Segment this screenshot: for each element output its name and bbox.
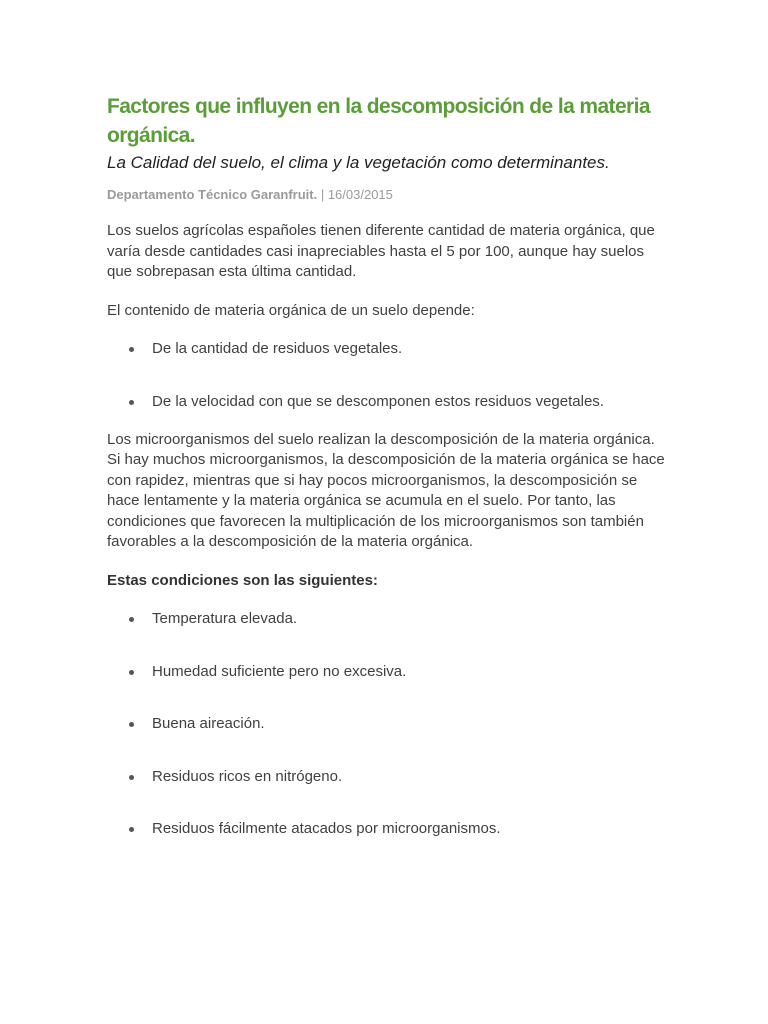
bullet-icon [129,347,134,352]
list-item [107,609,667,629]
list-item [107,714,667,734]
paragraph-intro: Los suelos agrícolas españoles tienen diferente cantidad de materia orgánica, que varía desde cantidades casi inapreciables hasta el 5 por 100, aunque hay suelos que sobrepasan esta última cantidad. [107,222,655,280]
article-subtitle: La Calidad del suelo, el clima y la vegetación como determinantes. [107,153,610,172]
list-item-text: De la cantidad de residuos vegetales. [152,340,403,357]
paragraph-depends: El contenido de materia orgánica de un suelo depende: [107,301,475,319]
list-item [107,767,667,787]
byline-separator: | [317,187,328,202]
bullet-icon [129,617,134,622]
list-item-text: Humedad suficiente pero no excesiva. [152,662,407,680]
list-item-text: Temperatura elevada. [152,610,298,627]
list-item [107,662,667,682]
list-item [107,819,667,839]
conditions-list [107,609,667,839]
list-item [107,392,667,412]
list-item [107,339,667,359]
byline [107,185,667,205]
conditions-heading: Estas condiciones son las siguientes: [107,571,378,589]
list-item-text: Residuos ricos en nitrógeno. [152,767,343,785]
byline-date: 16/03/2015 [327,187,393,202]
list-item-text: De la velocidad con que se descomponen estos residuos vegetales. [152,392,604,410]
paragraph-microorganisms: Los microorganismos del suelo realizan la descomposición de la materia orgánica. Si hay muchos microorganismos, la descomposición de la materia orgánica se hace con rapidez, mientras que si hay pocos microorganismos, la descomposición se hace lentamente y la materia orgánica se acumula en el suelo. Por tanto, las condiciones que favorecen la multiplicación de los microorganismos son también favorables a la descomposición de la materia orgánica. [107,430,665,550]
article-title: Factores que influyen en la descomposición de la materia orgánica. [107,95,650,147]
list-item-text: Buena aireación. [152,715,265,732]
bullet-icon [129,400,134,405]
article [107,92,667,857]
list-item-text: Residuos fácilmente atacados por microorganismos. [152,820,501,837]
bullet-icon [129,827,134,832]
byline-author: Departamento Técnico Garanfruit. [107,187,318,202]
bullet-icon [129,722,134,727]
depends-list [107,339,667,412]
bullet-icon [129,670,134,675]
bullet-icon [129,775,134,780]
